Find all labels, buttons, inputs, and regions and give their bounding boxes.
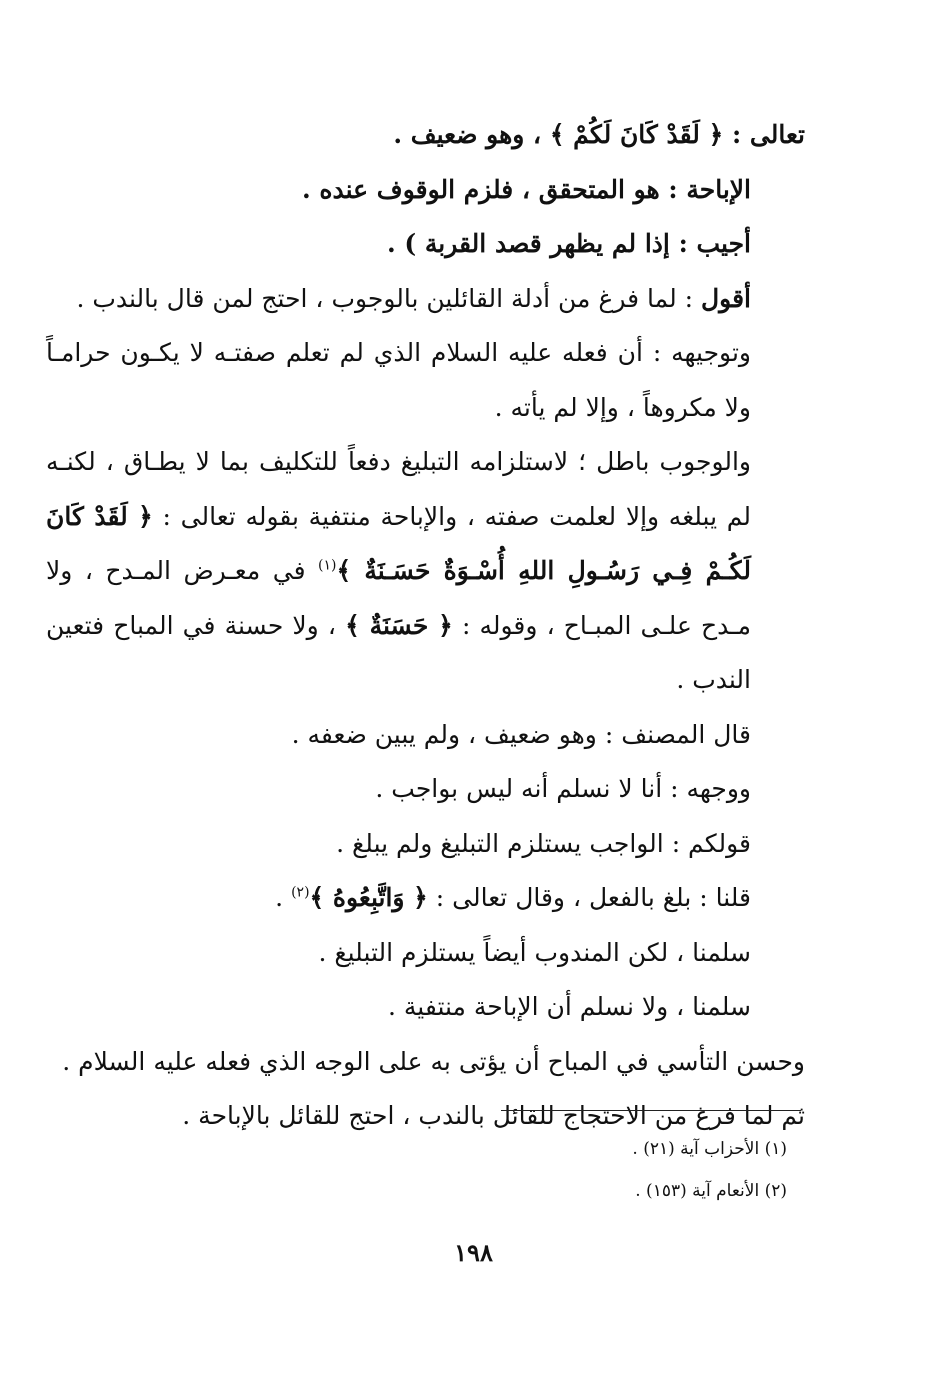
segment: والوجوب باطل ؛ لاستلزامه التبليغ دفعاً للتكليف بما لا يطـاق ، لكنـه لم يبلغه وإلا لعلمت صفته ، والإباحة منتفية بقوله تعالى : [46,447,751,531]
segment: وحسن التأسي في المباح أن يؤتى به على الوجه الذي فعله عليه السلام . [62,1046,805,1076]
footnote-1: (١) الأحزاب آية (٢١) . [632,1139,787,1159]
quran-quote: ﴿ لَقَدْ كَانَ لَكُمْ ﴾ [549,120,724,149]
main-text [46,108,805,1144]
footnote-ref: (٢) [291,884,310,901]
text-line-4 [46,272,805,327]
segment: قولكم : الواجب يستلزم التبليغ ولم يبلغ . [336,828,751,858]
text-line-12 [46,980,805,1035]
quran-quote: ﴿ لَقَدْ كَانَ لَكُـمْ فِـي رَسُـولِ اللهِ أُسْـوَةٌ حَسَـنَةٌ ﴾ [46,501,751,585]
text-line-10 [46,871,805,926]
quran-quote: ﴿ وَاتَّبِعُوهُ ﴾ [309,883,428,912]
footnote-2: (٢) الأنعام آية (١٥٣) . [635,1181,787,1201]
segment: : لما فرغ من أدلة القائلين بالوجوب ، احتج لمن قال بالندب . [76,283,702,313]
text-line-5 [46,326,805,435]
text-line-13 [46,1035,805,1090]
footnotes [287,1128,787,1212]
page-number: ١٩٨ [454,1238,493,1267]
segment: سلمنا ، ولا نسلم أن الإباحة منتفية . [387,992,751,1021]
text-line-3 [46,217,805,272]
segment: أقول [701,283,751,313]
segment: قال المصنف : وهو ضعيف ، ولم يبين ضعفه . [291,719,751,749]
segment: ، ولا حسنة في المباح فتعين الندب . [46,610,751,694]
text-line-1 [46,108,805,163]
segment: تعالى : [723,120,805,149]
footnote-ref: (١) [318,557,337,574]
segment: سلمنا ، لكن المندوب أيضاً يستلزم التبليغ . [318,937,751,967]
text-line-7 [46,708,805,763]
text-line-2 [46,163,805,218]
text-line-8 [46,762,805,817]
text-line-9 [46,817,805,872]
segment: ووجهه : أنا لا نسلم أنه ليس بواجب . [375,774,751,803]
segment: أجيب : إذا لم يظهر قصد القربة ) . [386,229,751,258]
text-line-11 [46,926,805,981]
text-line-6 [46,435,805,708]
segment: في معـرض المـدح ، ولا مـدح علـى المبـاح ، وقوله : [46,556,751,640]
segment: . [275,883,292,912]
segment: ثم لما فرغ من الاحتجاج للقائل بالندب ، احتج للقائل بالإباحة . [182,1101,805,1130]
segment: الإباحة : هو المتحقق ، فلزم الوقوف عنده . [302,174,751,204]
segment: وتوجيهه : أن فعله عليه السلام الذي لم تعلم صفتـه لا يكـون حرامـاً ولا مكروهاً ، وإلا لم يأته . [46,338,751,422]
segment: ، وهو ضعيف . [393,120,550,149]
quran-quote: ﴿ حَسَنَةٌ ﴾ [345,610,453,640]
segment: قلنا : بلغ بالفعل ، وقال تعالى : [427,883,751,912]
footnote-divider [501,1110,801,1111]
